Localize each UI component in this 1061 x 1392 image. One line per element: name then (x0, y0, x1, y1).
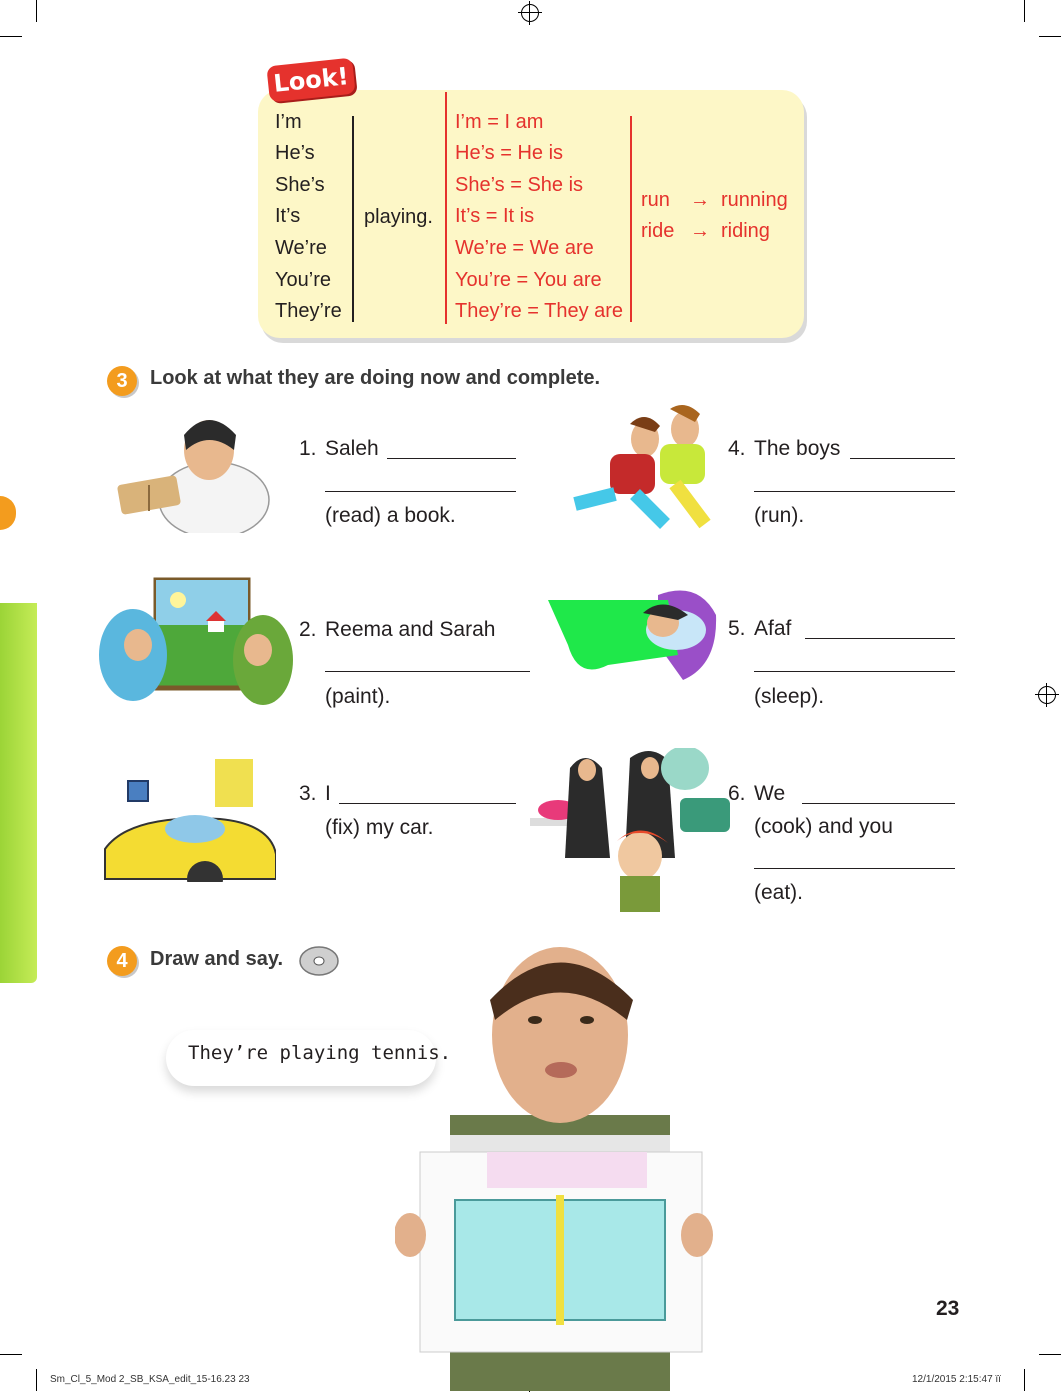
answer-blank[interactable] (754, 671, 955, 672)
pronoun: It’s (275, 205, 301, 227)
item-hint: (sleep). (754, 685, 825, 708)
crop-mark (1024, 1369, 1025, 1391)
contraction: They’re = They are (455, 300, 624, 322)
item-subject: We (754, 782, 786, 805)
exercise-number: 3 (107, 366, 137, 396)
item-hint: (read) a book. (325, 504, 456, 527)
crop-mark (36, 1369, 37, 1391)
item-number: 5. (728, 617, 746, 640)
registration-mark-icon (1038, 686, 1056, 704)
pronoun: She’s (275, 174, 325, 196)
registration-mark-icon (521, 4, 539, 22)
spelling-ing: running (721, 189, 788, 211)
answer-blank[interactable] (325, 671, 530, 672)
pronoun: You’re (275, 269, 331, 291)
arrow-icon: → (690, 189, 710, 211)
girls-painting-illustration (98, 575, 293, 707)
print-slug: Sm_Cl_5_Mod 2_SB_KSA_edit_15-16.23 23 (50, 1374, 250, 1385)
item-number: 3. (299, 782, 317, 805)
arrow-icon: → (690, 220, 710, 242)
item-hint: (cook) and you (754, 815, 893, 838)
pronoun: They’re (275, 300, 342, 322)
answer-blank[interactable] (387, 458, 516, 459)
audio-cd-icon[interactable] (298, 944, 340, 978)
divider (352, 116, 354, 322)
item-hint: (fix) my car. (325, 816, 434, 839)
answer-blank[interactable] (339, 803, 516, 804)
item-subject: Reema and Sarah (325, 618, 496, 641)
exercise-number: 4 (107, 946, 137, 976)
fixing-car-illustration (100, 754, 276, 882)
contraction: We’re = We are (455, 237, 594, 259)
contraction: She’s = She is (455, 174, 584, 196)
divider (630, 116, 632, 322)
answer-blank[interactable] (754, 868, 955, 869)
item-subject: I (325, 782, 331, 805)
page-number: 23 (936, 1297, 960, 1320)
item-hint: (paint). (325, 685, 391, 708)
contraction: He’s = He is (455, 142, 564, 164)
divider (445, 92, 447, 324)
contraction: You’re = You are (455, 269, 602, 291)
crop-mark (36, 0, 37, 22)
item-subject: Afaf (754, 617, 792, 640)
crop-mark (1039, 1354, 1061, 1355)
item-hint: (eat). (754, 881, 804, 904)
contraction: I’m = I am (455, 111, 544, 133)
pronoun: I’m (275, 111, 302, 133)
item-number: 6. (728, 782, 746, 805)
boy-reading-illustration (114, 405, 274, 533)
verb-playing: playing. (364, 206, 433, 228)
print-timestamp: 12/1/2015 2:15:47 ïï (912, 1374, 1001, 1385)
cooking-eating-illustration (530, 748, 745, 912)
girl-sleeping-illustration (548, 585, 720, 683)
item-hint: (run). (754, 504, 805, 527)
green-side-tab (0, 603, 37, 983)
item-number: 2. (299, 618, 317, 641)
speech-bubble-text: They’re playing tennis. (188, 1042, 452, 1064)
crop-mark (1024, 0, 1025, 22)
spelling-base: ride (641, 220, 675, 242)
item-subject: Saleh (325, 437, 379, 460)
item-subject: The boys (754, 437, 841, 460)
answer-blank[interactable] (754, 491, 955, 492)
boys-running-illustration (565, 404, 725, 532)
item-number: 4. (728, 437, 746, 460)
answer-blank[interactable] (805, 638, 955, 639)
spelling-base: run (641, 189, 670, 211)
answer-blank[interactable] (325, 491, 516, 492)
crop-mark (0, 1354, 22, 1355)
pronoun: He’s (275, 142, 315, 164)
contraction: It’s = It is (455, 205, 535, 227)
orange-side-tab (0, 496, 16, 530)
answer-blank[interactable] (802, 803, 955, 804)
answer-blank[interactable] (850, 458, 955, 459)
crop-mark (1039, 36, 1061, 37)
crop-mark (0, 36, 22, 37)
item-number: 1. (299, 437, 317, 460)
exercise-instruction: Draw and say. (150, 948, 284, 970)
spelling-ing: riding (721, 220, 770, 242)
boy-holding-drawing-photo (395, 940, 725, 1391)
pronoun: We’re (275, 237, 327, 259)
look-badge: Look! (266, 58, 355, 103)
exercise-instruction: Look at what they are doing now and complete. (150, 367, 601, 389)
